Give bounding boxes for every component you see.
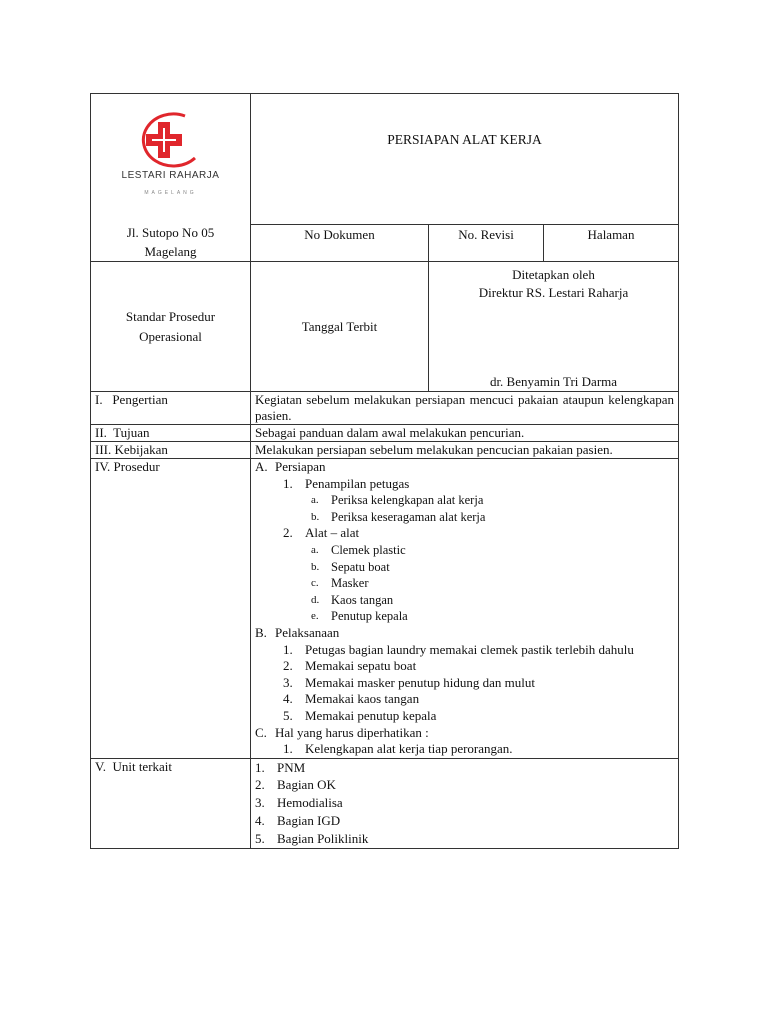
approved-by: Ditetapkan oleh [512,267,595,282]
tujuan-label: II. Tujuan [91,425,251,442]
list-marker: 1. [283,475,293,491]
tujuan-text: Sebagai panduan dalam awal melakukan pencurian. [251,425,679,442]
list-marker: 3. [255,795,265,811]
list-item [255,592,674,609]
sop-table [90,93,679,849]
kebijakan-text: Melakukan persiapan sebelum melakukan pencucian pakaian pasien. [251,442,679,459]
list-marker: 2. [283,525,293,541]
list-item [255,525,674,542]
list-marker: 1. [283,741,293,757]
col-doc-number: No Dokumen [251,224,429,261]
prosedur-label: IV. Prosedur [91,459,251,759]
list-marker: 5. [283,707,293,723]
list-text: Clemek plastic [331,542,406,557]
list-item [255,459,674,476]
list-text: Periksa keseragaman alat kerja [331,509,486,524]
list-item [255,658,674,675]
list-text: Hal yang harus diperhatikan : [275,724,429,740]
signer-name: dr. Benyamin Tri Darma [489,374,618,389]
list-marker: 2. [255,777,265,793]
list-marker: a. [311,494,319,507]
list-marker: 1. [255,759,265,775]
sop-line-2: Operasional [139,328,202,344]
list-item [255,725,674,742]
list-item [255,759,674,777]
list-marker: 5. [255,830,265,846]
col-page: Halaman [544,224,679,261]
list-marker: 3. [283,674,293,690]
list-text: Masker [331,576,369,591]
list-text: Kaos tangan [331,592,394,607]
hospital-logo-icon [125,108,217,170]
list-marker: A. [255,459,268,474]
kebijakan-label: III. Kebijakan [91,442,251,459]
list-text: Memakai sepatu boat [305,658,417,674]
list-item [255,642,674,659]
logo-sub: MAGELANG [144,190,197,196]
unit-label: V. Unit terkait [91,758,251,848]
unit-content [251,758,679,848]
list-text: Petugas bagian laundry memakai clemek pastik terlebih dahulu [305,641,634,657]
list-marker: d. [311,593,320,606]
list-marker: b. [311,510,320,523]
list-text: PNM [277,759,306,775]
list-text: Pelaksanaan [275,624,340,640]
list-item [255,776,674,794]
list-text: Persiapan [275,459,326,474]
list-item [255,492,674,509]
list-item [255,830,674,848]
list-item [255,476,674,493]
issue-date-label: Tanggal Terbit [251,262,429,392]
list-text: Penutup kepala [331,609,408,624]
pengertian-text: Kegiatan sebelum melakukan persiapan mencuci pakaian ataupun kelengkapan pasien. [251,392,679,425]
prosedur-content [251,459,679,759]
list-marker: 4. [255,813,265,829]
list-marker: 4. [283,691,293,707]
list-item [255,794,674,812]
logo-name: LESTARI RAHARJA [121,170,220,181]
list-text: Bagian OK [277,777,336,793]
list-text: Bagian IGD [277,813,341,829]
sop-line-1: Standar Prosedur [125,308,216,324]
list-marker: B. [255,624,267,640]
list-text: Hemodialisa [277,795,343,811]
logo-cell [91,94,251,262]
list-marker: 1. [283,641,293,657]
list-item [255,708,674,725]
list-text: Memakai penutup kepala [305,707,437,723]
list-text: Penampilan petugas [305,475,410,491]
director-title: Direktur RS. Lestari Raharja [478,285,629,300]
list-text: Memakai kaos tangan [305,691,420,707]
list-marker: 2. [283,658,293,674]
list-marker: b. [311,560,320,573]
list-marker: C. [255,724,267,740]
approval-cell [429,262,679,392]
address-line-1: Jl. Sutopo No 05 [126,225,215,240]
list-item [255,741,674,758]
list-text: Bagian Poliklinik [277,830,369,846]
list-text: Kelengkapan alat kerja tiap perorangan. [305,741,513,757]
address-line-2: Magelang [144,244,197,259]
list-item [255,575,674,592]
list-item [255,812,674,830]
sop-document [90,93,678,849]
list-text: Alat – alat [305,525,360,541]
col-revision: No. Revisi [429,224,544,261]
list-item [255,691,674,708]
list-marker: e. [311,610,319,623]
list-item [255,559,674,576]
pengertian-label: I. Pengertian [91,392,251,425]
list-item [255,608,674,625]
list-text: Periksa kelengkapan alat kerja [331,493,484,508]
list-item [255,542,674,559]
list-item [255,675,674,692]
document-title: PERSIAPAN ALAT KERJA [251,94,679,225]
list-marker: c. [311,577,319,590]
list-marker: a. [311,543,319,556]
list-item [255,509,674,526]
list-text: Sepatu boat [331,559,390,574]
sop-label [91,262,251,392]
hospital-address [95,223,246,261]
list-text: Memakai masker penutup hidung dan mulut [305,674,535,690]
list-item [255,625,674,642]
